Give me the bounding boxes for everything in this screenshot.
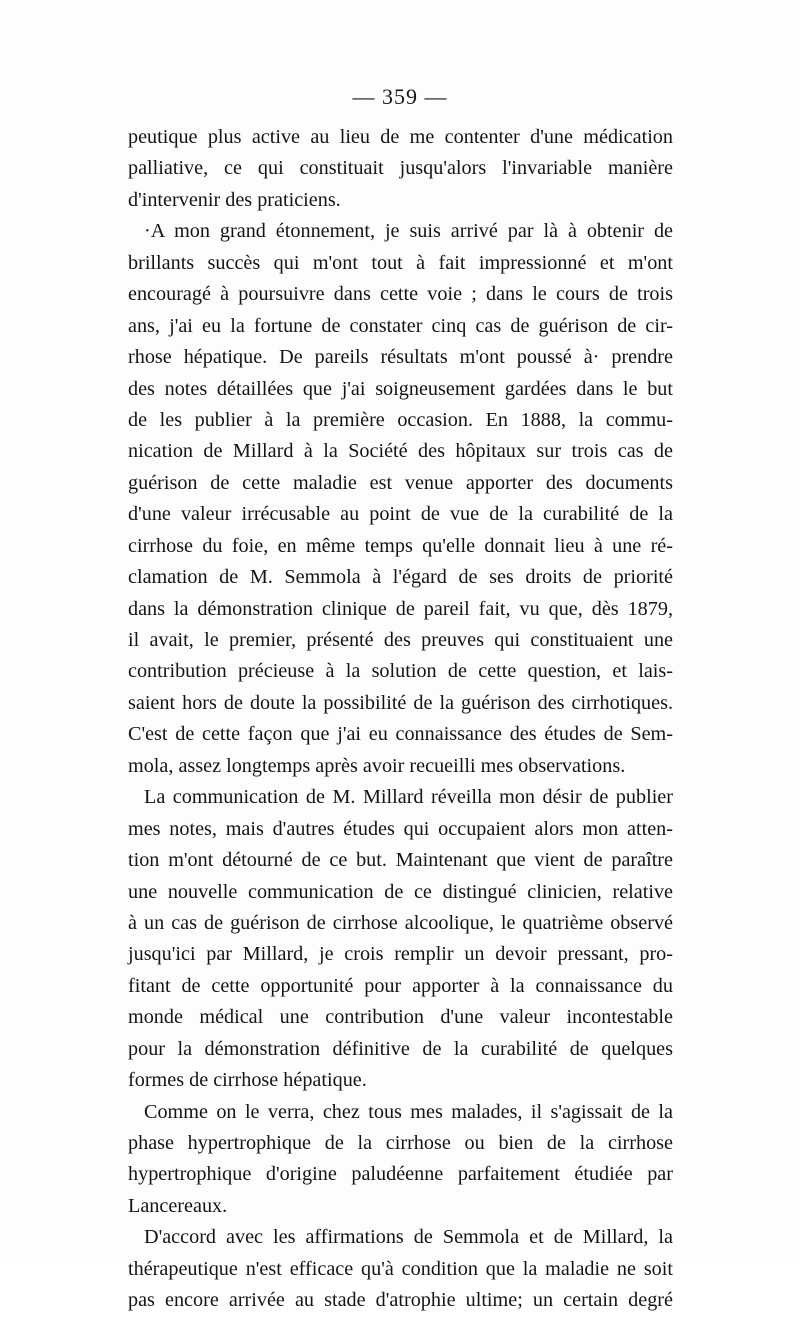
text-line: fitant de cette opportunité pour apporter à la connaissance du — [128, 974, 673, 997]
text-line: pas encore arrivée au stade d'atrophie ultime; un certain degré — [128, 1289, 673, 1312]
text-line: monde médical une contribution d'une valeur incontestable — [128, 1006, 673, 1029]
text-line: clamation de M. Semmola à l'égard de ses droits de priorité — [128, 566, 673, 589]
text-line: d'une valeur irrécusable au point de vue de la curabilité de la — [128, 503, 673, 526]
page-number: — 359 — — [352, 84, 448, 109]
text-line: jusqu'ici par Millard, je crois remplir un devoir pressant, pro- — [128, 943, 673, 966]
text-line: ans, j'ai eu la fortune de constater cinq cas de guérison de cir- — [128, 314, 673, 337]
body-text — [128, 122, 673, 1317]
text-line: nication de Millard à la Société des hôpitaux sur trois cas de — [128, 440, 673, 463]
text-line: D'accord avec les affirmations de Semmola et de Millard, la — [144, 1226, 673, 1249]
text-line: La communication de M. Millard réveilla mon désir de publier — [144, 786, 673, 809]
text-line: contribution précieuse à la solution de cette question, et lais- — [128, 660, 673, 683]
text-line: guérison de cette maladie est venue apporter des documents — [128, 471, 673, 494]
text-line: encouragé à poursuivre dans cette voie ; dans le cours de trois — [128, 283, 673, 306]
text-line: phase hypertrophique de la cirrhose ou bien de la cirrhose — [128, 1132, 673, 1154]
text-line: C'est de cette façon que j'ai eu connaissance des études de Sem- — [128, 723, 673, 746]
text-line: mola, assez longtemps après avoir recueilli mes observations. — [128, 754, 626, 777]
text-line: dans la démonstration clinique de pareil fait, vu que, dès 1879, — [128, 597, 673, 620]
text-line: de les publier à la première occasion. En 1888, la commu- — [128, 408, 673, 431]
text-line: une nouvelle communication de ce distingué clinicien, relative — [128, 880, 673, 903]
text-line: il avait, le premier, présenté des preuves qui constituaient une — [128, 629, 673, 651]
text-line: à un cas de guérison de cirrhose alcoolique, le quatrième observé — [128, 911, 673, 934]
text-line: pour la démonstration définitive de la curabilité de quelques — [128, 1037, 673, 1060]
text-line: thérapeutique n'est efficace qu'à condition que la maladie ne soit — [128, 1257, 673, 1280]
text-line: peutique plus active au lieu de me contenter d'une médication — [128, 126, 673, 148]
text-line: saient hors de doute la possibilité de la guérison des cirrhotiques. — [128, 691, 673, 714]
text-line: formes de cirrhose hépatique. — [128, 1069, 367, 1092]
text-line: rhose hépatique. De pareils résultats m'ont poussé à· prendre — [128, 346, 673, 369]
text-line: d'intervenir des praticiens. — [128, 188, 341, 211]
text-line: mes notes, mais d'autres études qui occupaient alors mon atten- — [128, 817, 673, 840]
text-line: brillants succès qui m'ont tout à fait impressionné et m'ont — [128, 251, 673, 274]
text-line: Comme on le verra, chez tous mes malades, il s'agissait de la — [144, 1100, 673, 1123]
text-line: des notes détaillées que j'ai soigneusement gardées dans le but — [128, 377, 673, 400]
text-line: ·A mon grand étonnement, je suis arrivé par là à obtenir de — [144, 220, 673, 243]
text-line: cirrhose du foie, en même temps qu'elle donnait lieu à une ré- — [128, 534, 673, 557]
text-line: Lancereaux. — [128, 1194, 228, 1217]
text-line: tion m'ont détourné de ce but. Maintenant que vient de paraître — [128, 849, 673, 872]
text-line: palliative, ce qui constituait jusqu'alors l'invariable manière — [128, 157, 673, 180]
text-line: hypertrophique d'origine paludéenne parfaitement étudiée par — [128, 1163, 673, 1186]
